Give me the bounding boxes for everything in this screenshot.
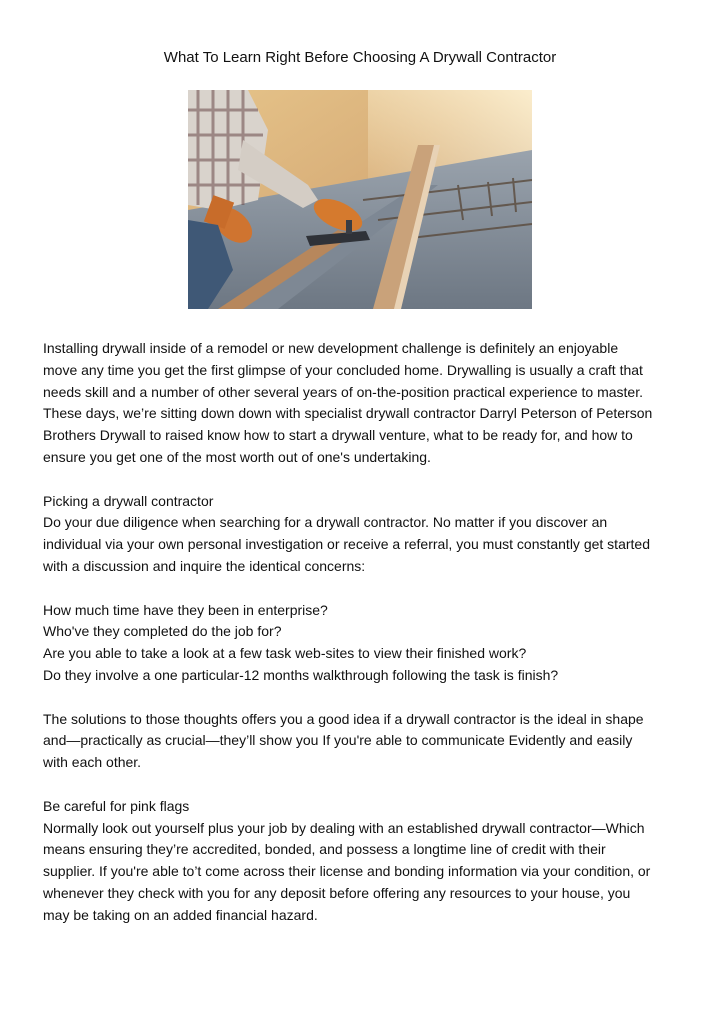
- paragraph-line: move any time you get the first glimpse of your concluded home. Drywalling is usually a craft that: [43, 361, 643, 378]
- paragraph-line: These days, we’re sitting down down with specialist drywall contractor Darryl Peterson of Peterson: [43, 405, 653, 422]
- paragraph-line: supplier. If you're able to’t come across their license and bonding information via your condition, or: [43, 863, 651, 880]
- question-line: Do they involve a one particular-12 months walkthrough following the task is finish?: [43, 666, 559, 683]
- concrete-screeding-photo: [188, 90, 532, 309]
- section-heading: Be careful for pink flags: [43, 797, 190, 814]
- paragraph-line: Do your due diligence when searching for a drywall contractor. No matter if you discover an: [43, 514, 608, 531]
- paragraph-line: may be taking on an added financial hazard.: [43, 906, 318, 923]
- question-line: How much time have they been in enterprise?: [43, 601, 328, 618]
- paragraph-line: and—practically as crucial—they’ll show you If you're able to communicate Evidently and easily: [43, 732, 633, 749]
- paragraph-line: with a discussion and inquire the identical concerns:: [43, 557, 366, 574]
- paragraph-line: individual via your own personal investigation or receive a referral, you must constantly get started: [43, 536, 650, 553]
- question-line: Are you able to take a look at a few task web-sites to view their finished work?: [43, 645, 527, 662]
- article-body: [43, 338, 683, 927]
- paragraph-line: ensure you get one of the most worth out of one's undertaking.: [43, 448, 431, 465]
- paragraph-line: Normally look out yourself plus your job by dealing with an established drywall contractor—Which: [43, 819, 645, 836]
- page-title: What To Learn Right Before Choosing A Drywall Contractor: [163, 49, 557, 66]
- hero-image: [188, 90, 532, 309]
- paragraph-line: whenever they check with you for any deposit before offering any resources to your house, you: [43, 884, 631, 901]
- paragraph-line: Brothers Drywall to raised know how to start a drywall venture, what to be ready for, and how to: [43, 427, 633, 444]
- paragraph-line: with each other.: [43, 754, 142, 771]
- section-heading: Picking a drywall contractor: [43, 492, 214, 509]
- paragraph-line: The solutions to those thoughts offers you a good idea if a drywall contractor is the ideal in shape: [43, 710, 644, 727]
- question-line: Who've they completed do the job for?: [43, 623, 282, 640]
- paragraph-line: Installing drywall inside of a remodel or new development challenge is definitely an enjoyable: [43, 340, 619, 356]
- paragraph-line: needs skill and a number of other several years of on-the-position practical experience to master.: [43, 383, 643, 400]
- paragraph-line: means ensuring they’re accredited, bonded, and possess a longtime line of credit with their: [43, 841, 606, 858]
